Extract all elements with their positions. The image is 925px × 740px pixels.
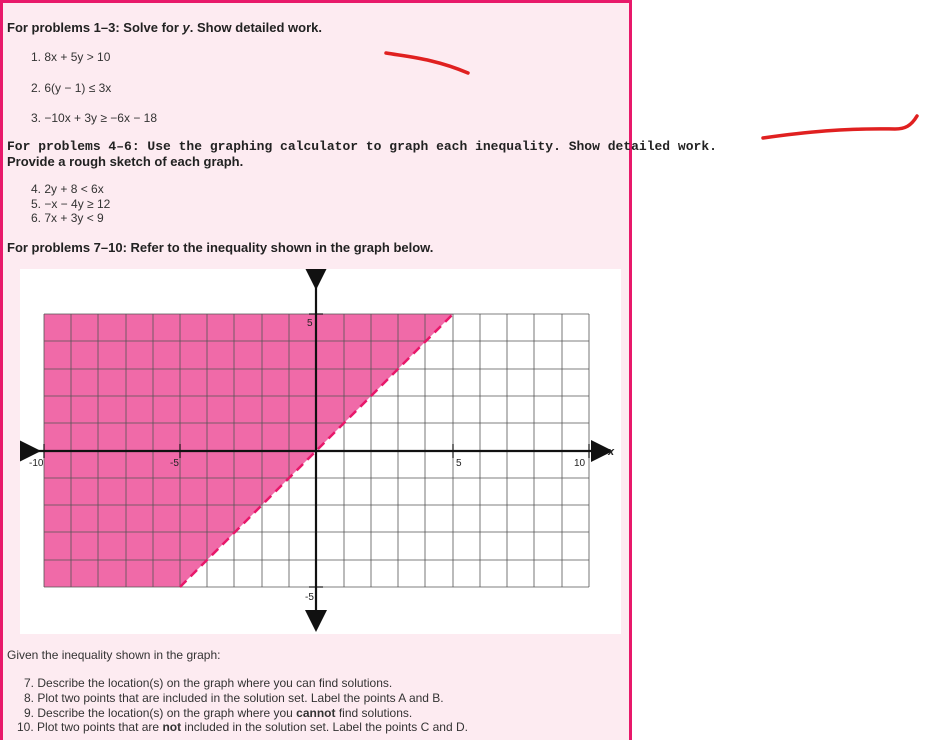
question-7: 7. Describe the location(s) on the graph where you can find solutions.	[24, 676, 393, 690]
problem-1: 1. 8x + 5y > 10	[31, 50, 111, 64]
section3-heading: For problems 7–10: Refer to the inequality shown in the graph below.	[7, 240, 434, 255]
problem-5: 5. −x − 4y ≥ 12	[31, 197, 111, 211]
section2-heading-line1: For problems 4–6: Use the graphing calculator to graph each inequality. Show detailed work.	[7, 139, 717, 154]
inequality-graph	[20, 269, 621, 634]
x-tick-label-pos10: 10	[574, 458, 586, 469]
x-tick-label-neg5: -5	[170, 458, 179, 469]
y-tick-label-pos5: 5	[307, 318, 313, 329]
red-annotation-stroke-1	[380, 45, 475, 80]
question-10: 10. Plot two points that are not included in the solution set. Label the points C and D.	[17, 720, 468, 734]
problem-2: 2. 6(y − 1) ≤ 3x	[31, 81, 112, 95]
x-tick-label-pos5: 5	[456, 458, 462, 469]
x-axis-label: x	[608, 446, 615, 458]
problem-6: 6. 7x + 3y < 9	[31, 211, 104, 225]
question-9: 9. Describe the location(s) on the graph where you cannot find solutions.	[24, 706, 413, 720]
x-tick-label-neg10: -10	[29, 458, 44, 469]
question-8: 8. Plot two points that are included in the solution set. Label the points A and B.	[24, 691, 444, 705]
section2-heading-line2: Provide a rough sketch of each graph.	[7, 154, 244, 169]
problem-3: 3. −10x + 3y ≥ −6x − 18	[31, 111, 158, 125]
section1-heading: For problems 1–3: Solve for y. Show detailed work.	[7, 20, 322, 35]
problem-4: 4. 2y + 8 < 6x	[31, 182, 104, 196]
y-tick-label-neg5: -5	[305, 592, 314, 603]
section4-intro: Given the inequality shown in the graph:	[7, 648, 221, 662]
graph-svg	[20, 269, 621, 634]
red-annotation-stroke-2	[755, 108, 925, 146]
